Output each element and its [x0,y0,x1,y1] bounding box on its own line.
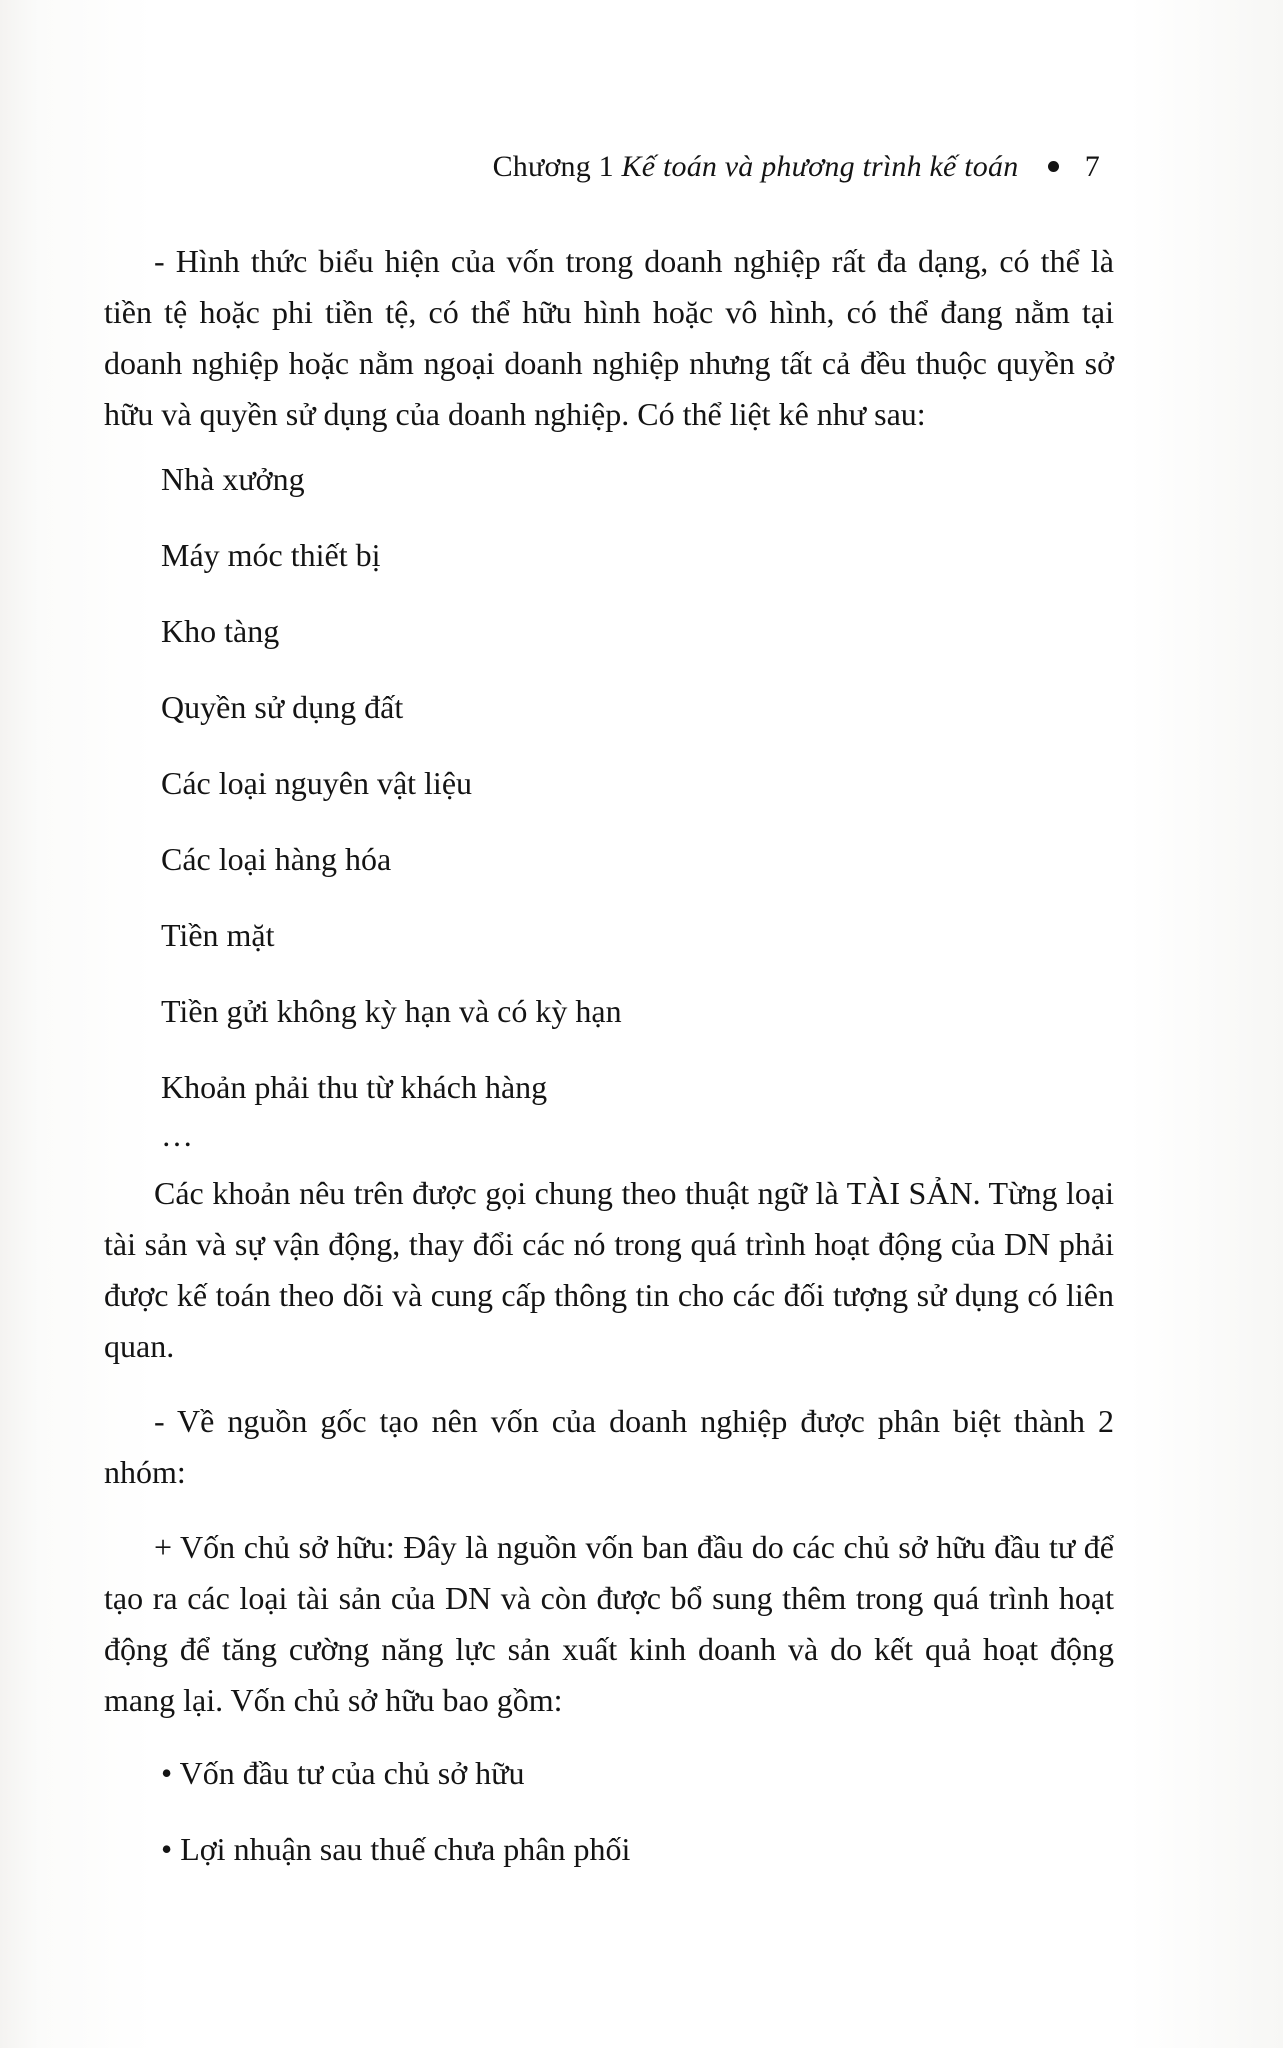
list-item: • Vốn đầu tư của chủ sở hữu [161,1755,525,1791]
asset-list [104,454,1114,1153]
list-item: Máy móc thiết bị [161,537,381,573]
header-bullet-icon [1048,161,1059,172]
chapter-title: Kế toán và phương trình kế toán [621,150,1019,183]
list-item: Nhà xưởng [161,461,305,497]
list-ellipsis: … [161,1117,193,1153]
owner-equity-paragraph: + Vốn chủ sở hữu: Đây là nguồn vốn ban đầu do các chủ sở hữu đầu tư để tạo ra các loại tài sản của DN và còn được bổ sung thêm trong quá trình hoạt động để tăng cường năng lực sản xuất kinh doanh và do kết quả hoạt động mang lại. Vốn chủ sở hữu bao gồm: [104,1529,1114,1718]
capital-forms-paragraph: - Hình thức biểu hiện của vốn trong doanh nghiệp rất đa dạng, có thể là tiền tệ hoặc phi tiền tệ, có thể hữu hình hoặc vô hình, có thể đang nằm tại doanh nghiệp hoặc nằm ngoại doanh nghiệp nhưng tất cả đều thuộc quyền sở hữu và quyền sử dụng của doanh nghiệp. Có thể liệt kê như sau: [104,243,1114,432]
paragraph-spacer [104,1372,1114,1396]
list-item: Khoản phải thu từ khách hàng [161,1069,548,1105]
list-item: Tiền gửi không kỳ hạn và có kỳ hạn [161,993,622,1029]
page-content [104,236,1114,1900]
capital-sources-paragraph: - Về nguồn gốc tạo nên vốn của doanh nghiệp được phân biệt thành 2 nhóm: [104,1403,1114,1490]
list-item: Kho tàng [161,613,280,649]
list-item: Quyền sử dụng đất [161,689,404,725]
paragraph-spacer [104,1498,1114,1522]
list-item: Các loại hàng hóa [161,841,392,877]
chapter-label: Chương 1 [492,150,614,183]
page-number: 7 [1084,150,1100,183]
list-item: • Lợi nhuận sau thuế chưa phân phối [161,1831,631,1867]
equity-list [104,1748,1114,1875]
list-item: Các loại nguyên vật liệu [161,765,473,801]
assets-definition-paragraph: Các khoản nêu trên được gọi chung theo thuật ngữ là TÀI SẢN. Từng loại tài sản và sự vận động, thay đổi các nó trong quá trình hoạt động của DN phải được kế toán theo dõi và cung cấp thông tin cho các đối tượng sử dụng có liên quan. [104,1175,1114,1364]
running-header [493,150,1100,184]
list-item: Tiền mặt [161,917,275,953]
